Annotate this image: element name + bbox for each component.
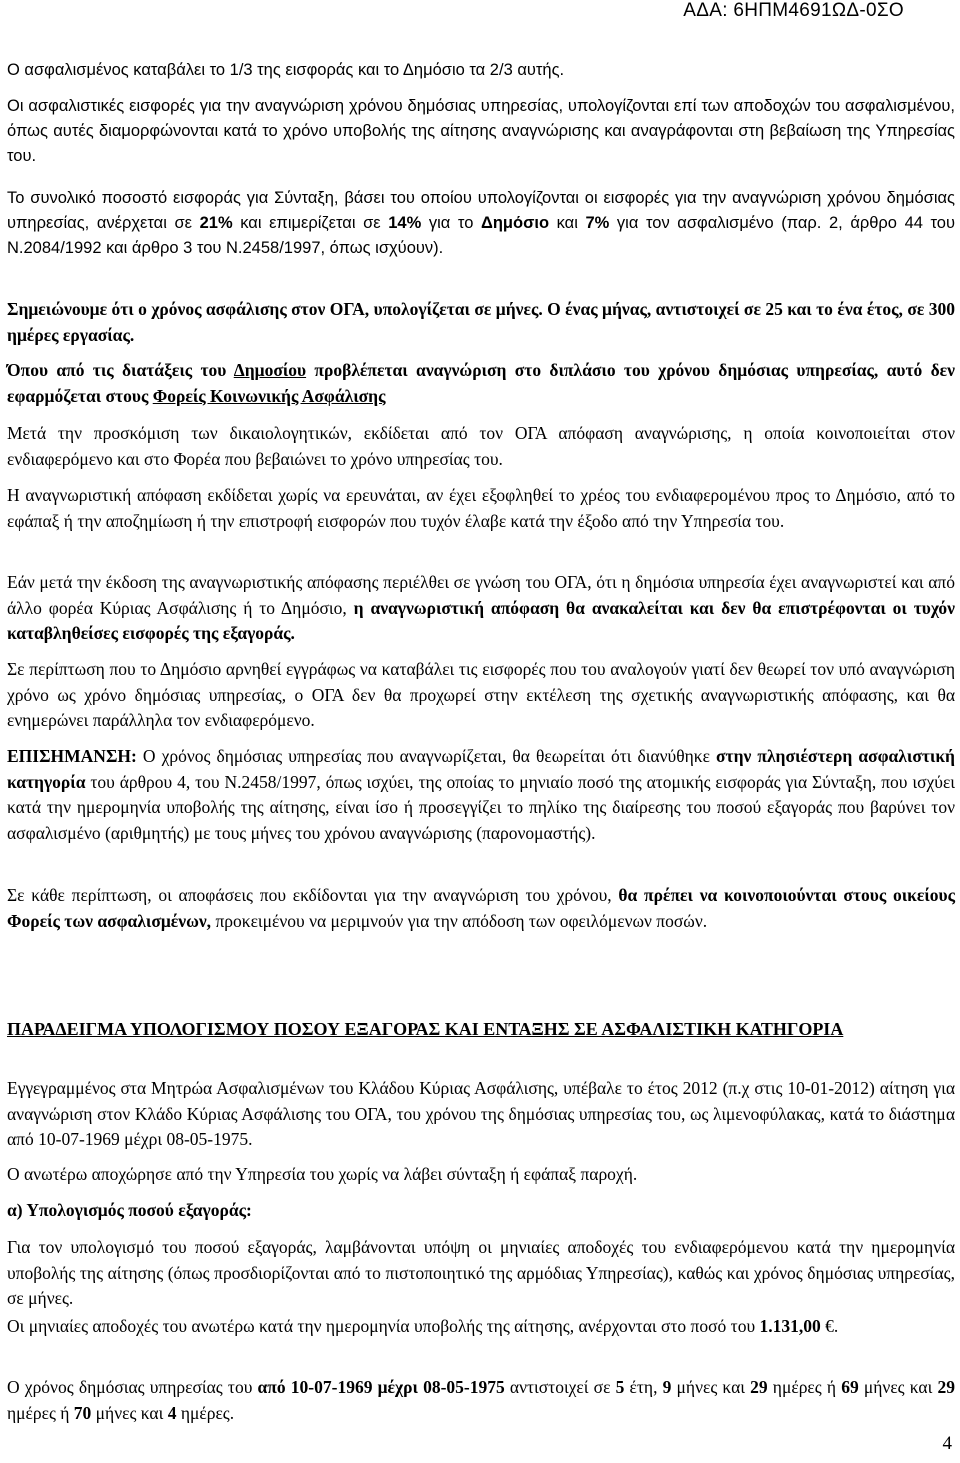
paragraph-no-pension: Ο ανωτέρω αποχώρησε από την Υπηρεσία του χωρίς να λάβει σύνταξη ή εφάπαξ παροχή. [7, 1164, 638, 1184]
paragraph-calculation-basis: Για τον υπολογισμό του ποσού εξαγοράς, λαμβάνονται υπόψη οι μηνιαίες αποδοχές του ενδιαφερόμενου κατά την ημερομηνία υποβολής της αίτησης (όπως προσδιορίζονται από το πιστοποιητικό της αρμόδιας Υπηρεσίας), καθώς και χρόνος δημόσιας υπηρεσίας, σε μήνες. [7, 1237, 955, 1308]
paragraph-example-intro: Εγγεγραμμένος στα Μητρώα Ασφαλισμένων του Κλάδου Κύριας Ασφάλισης, υπέβαλε το έτος 2012 (π.χ στις 10-01-2012) αίτηση για αναγνώριση στον Κλάδο Κύριας Ασφάλισης του ΟΓΑ, του χρόνου της δημόσιας υπηρεσίας του, ως λιμενοφύλακας, κατά το διάστημα από 10-07-1969 μέχρι 08-05-1975. [7, 1078, 955, 1149]
subheading-calculation: α) Υπολογισμός ποσού εξαγοράς: [7, 1200, 252, 1220]
paragraph-contribution-split: Ο ασφαλισμένος καταβάλει το 1/3 της εισφοράς και το Δημόσιο τα 2/3 αυτής. [7, 61, 565, 79]
paragraph-monthly-earnings: Οι μηνιαίες αποδοχές του ανωτέρω κατά την ημερομηνία υποβολής της αίτησης, ανέρχονται στο ποσό του 1.131,00 €. [7, 1316, 839, 1336]
paragraph-revocation: Εάν μετά την έκδοση της αναγνωριστικής απόφασης περιέλθει σε γνώση του ΟΓΑ, ότι η δημόσια υπηρεσία έχει αναγνωριστεί και από άλλο φορέα Κύριας Ασφάλισης ή το Δημόσιο, η αναγνωριστική απόφαση θα ανακαλείται και δεν θα επιστρέφονται οι τυχόν καταβληθείσες εισφορές της εξαγοράς. [7, 572, 955, 643]
ada-code: ΑΔΑ: 6ΗΠΜ4691ΩΔ-0ΣΟ [683, 0, 904, 21]
paragraph-double-time: Όπου από τις διατάξεις του Δημοσίου προβλέπεται αναγνώριση στο διπλάσιο του χρόνου δημόσιας υπηρεσίας, αυτό δεν εφαρμόζεται στους Φορείς Κοινωνικής Ασφάλισης [7, 360, 955, 406]
page-number: 4 [942, 1433, 952, 1454]
paragraph-oga-months: Σημειώνουμε ότι ο χρόνος ασφάλισης στον ΟΓΑ, υπολογίζεται σε μήνες. Ο ένας μήνας, αντιστοιχεί σε 25 και το ένα έτος, σε 300 ημέρες εργασίας. [7, 299, 955, 345]
section-heading: ΠΑΡΑΔΕΙΓΜΑ ΥΠΟΛΟΓΙΣΜΟΥ ΠΟΣΟΥ ΕΞΑΓΟΡΑΣ ΚΑΙ ΕΝΤΑΞΗΣ ΣΕ ΑΣΦΑΛΙΣΤΙΚΗ ΚΑΤΗΓΟΡΙΑ [7, 1019, 844, 1039]
paragraph-notification: Σε κάθε περίπτωση, οι αποφάσεις που εκδίδονται για την αναγνώριση του χρόνου, θα πρέπει να κοινοποιούνται στους οικείους Φορείς των ασφαλισμένων, προκειμένου να μεριμνούν για την απόδοση των οφειλόμενων ποσών. [7, 885, 955, 931]
paragraph-contributions-basis: Οι ασφαλιστικές εισφορές για την αναγνώριση χρόνου δημόσιας υπηρεσίας, υπολογίζονται επί των αποδοχών του ασφαλισμένου, όπως αυτές διαμορφώνονται κατά το χρόνο υποβολής της αίτησης αναγνώρισης και αναγράφονται στη βεβαίωση της Υπηρεσίας του. [7, 97, 955, 165]
paragraph-decision-issued: Μετά την προσκόμιση των δικαιολογητικών, εκδίδεται από τον ΟΓΑ απόφαση αναγνώρισης, η οποία κοινοποιείται στον ενδιαφερόμενο και στο Φορέα που βεβαιώνει το χρόνο υπηρεσίας του. [7, 423, 955, 469]
paragraph-state-refusal: Σε περίπτωση που το Δημόσιο αρνηθεί εγγράφως να καταβάλει τις εισφορές που του αναλογούν γιατί δεν θεωρεί τον υπό αναγνώριση χρόνο ως χρόνο δημόσιας υπηρεσίας, ο ΟΓΑ δεν θα προχωρεί στην εκτέλεση της σχετικής αναγνωριστικής απόφασης, και θα ενημερώνει παράλληλα τον ενδιαφερόμενο. [7, 659, 955, 730]
paragraph-service-time: Ο χρόνος δημόσιας υπηρεσίας του από 10-07-1969 μέχρι 08-05-1975 αντιστοιχεί σε 5 έτη, 9 μήνες και 29 ημέρες ή 69 μήνες και 29 ημέρες ή 70 μήνες και 4 ημέρες. [7, 1377, 955, 1423]
paragraph-decision-no-investigation: Η αναγνωριστική απόφαση εκδίδεται χωρίς να ερευνάται, αν έχει εξοφληθεί το χρέος του ενδιαφερομένου προς το Δημόσιο, από το εφάπαξ ή την αποζημίωση ή την επιστροφή εισφορών που τυχόν έλαβε κατά την έξοδο από την Υπηρεσία του. [7, 485, 955, 531]
paragraph-notice: ΕΠΙΣΗΜΑΝΣΗ: Ο χρόνος δημόσιας υπηρεσίας που αναγνωρίζεται, θα θεωρείται ότι διανύθηκε στην πλησιέστερη ασφαλιστική κατηγορία του άρθρου 4, του Ν.2458/1997, όπως ισχύει, της οποίας το μηνιαίο ποσό της ατομικής εισφοράς για Σύνταξη, που ισχύει κατά την ημερομηνία υποβολής της αίτησης, είναι ίσο ή προσεγγίζει το πηλίκο της διαίρεσης του ποσού εξαγοράς που βαρύνει τον ασφαλισμένο (αριθμητής) με τους μήνες του χρόνου αναγνώρισης (παρονομαστής). [7, 746, 955, 843]
paragraph-total-percentage: Το συνολικό ποσοστό εισφοράς για Σύνταξη, βάσει του οποίου υπολογίζονται οι εισφορές για την αναγνώριση χρόνου δημόσιας υπηρεσίας, ανέρχεται σε 21% και επιμερίζεται σε 14% για το Δημόσιο και 7% για τον ασφαλισμένο (παρ. 2, άρθρο 44 του Ν.2084/1992 και άρθρο 3 του Ν.2458/1997, όπως ισχύουν). [7, 189, 956, 257]
